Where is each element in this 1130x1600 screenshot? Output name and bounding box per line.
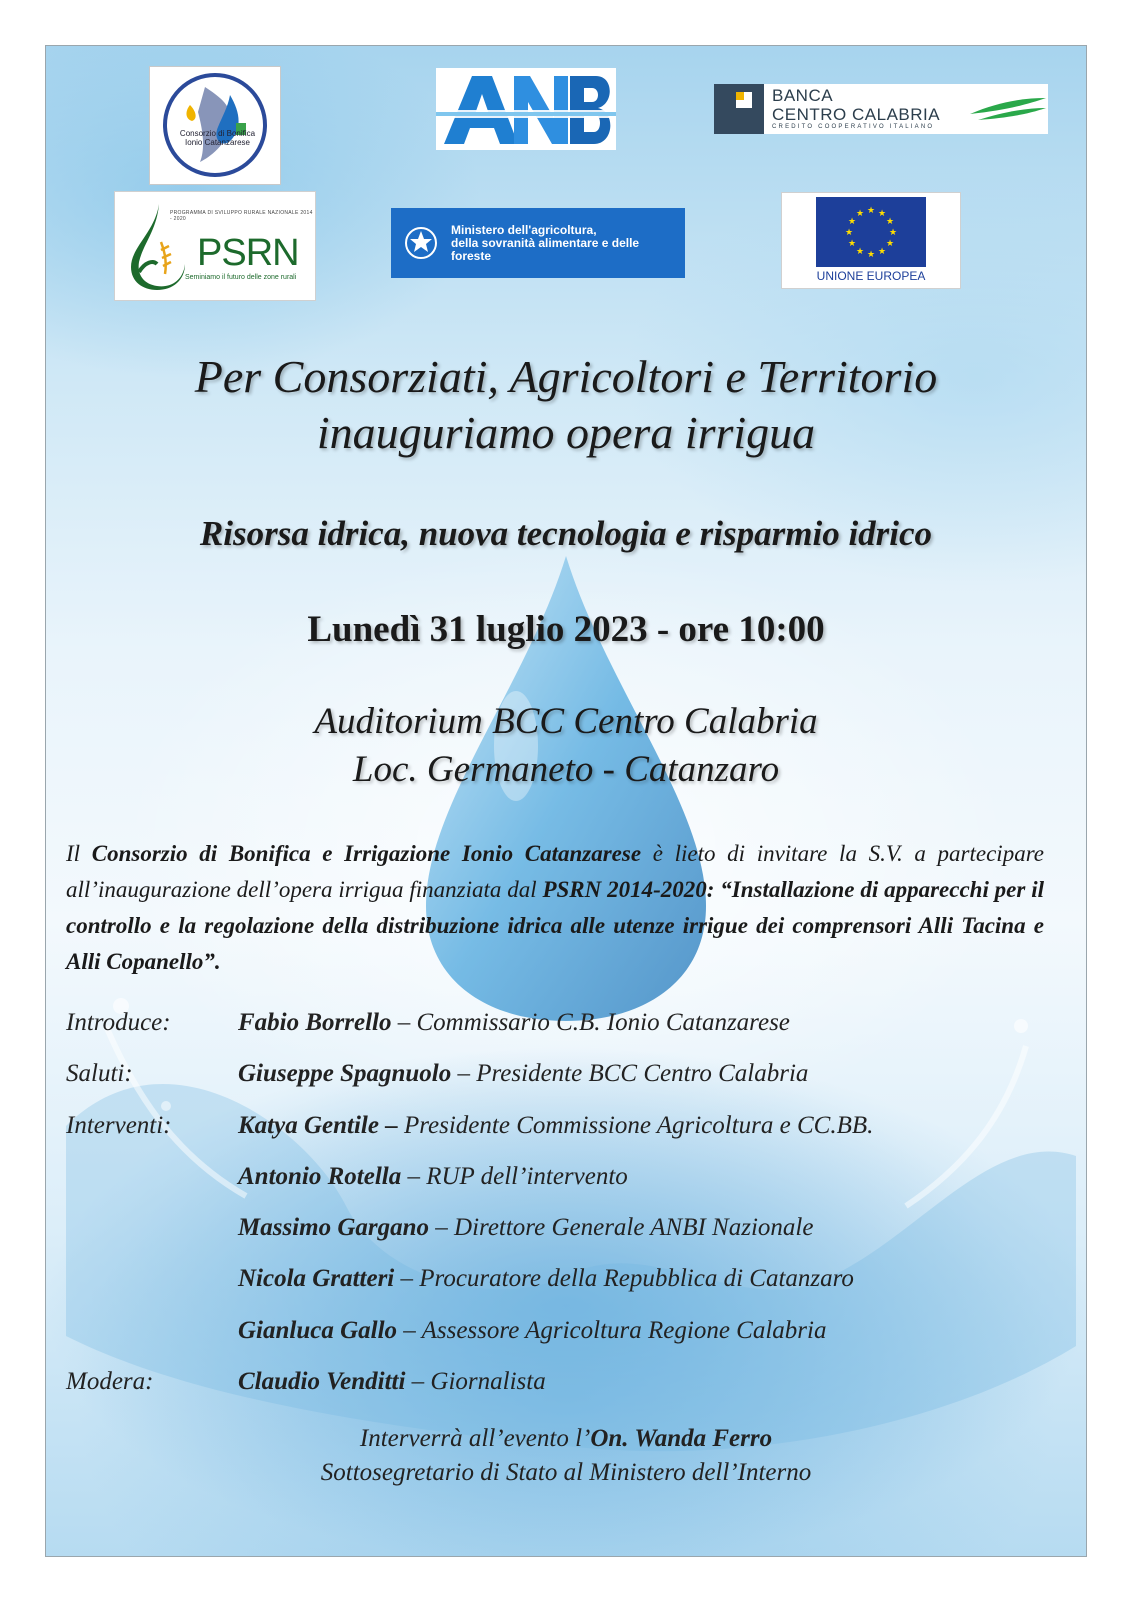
event-title <box>46 349 1086 461</box>
program-role: Interventi: <box>66 1111 172 1139</box>
consorzio-name-line2: Ionio Catanzarese <box>185 138 250 147</box>
speaker-separator: – <box>394 1265 420 1293</box>
anbi-logo <box>436 68 616 150</box>
program-person <box>238 1214 813 1242</box>
bcc-line1: BANCA <box>772 86 834 105</box>
intro-text-1: Il <box>66 841 92 866</box>
svg-text:★: ★ <box>847 239 857 249</box>
speaker-name: Massimo Gargano <box>238 1214 430 1242</box>
psrn-wordmark: PSRN <box>197 232 299 274</box>
bcc-line2: CENTRO CALABRIA <box>772 105 941 124</box>
program-role: Modera: <box>66 1368 154 1396</box>
eu-label: UNIONE EUROPEA <box>816 269 926 283</box>
speaker-name: Gianluca Gallo <box>238 1316 398 1344</box>
speaker-title: Presidente BCC Centro Calabria <box>476 1060 809 1088</box>
event-subtitle: Risorsa idrica, nuova tecnologia e risparmio idrico <box>199 514 933 553</box>
psrn-logo <box>114 191 316 301</box>
closing-guest-title: Sottosegretario di Stato al Ministero dell’Interno <box>320 1459 812 1486</box>
ministero-name <box>451 224 681 263</box>
svg-text:★: ★ <box>866 250 876 260</box>
ministero-line3: foreste <box>451 249 492 263</box>
bcc-logo <box>714 84 1048 134</box>
svg-text:★: ★ <box>877 247 887 257</box>
speaker-name: Katya Gentile – <box>238 1111 398 1139</box>
svg-text:★: ★ <box>885 239 895 249</box>
eu-flag-icon <box>816 197 926 267</box>
psrn-program-label: PROGRAMMA DI SVILUPPO RURALE NAZIONALE 2014 - 2020 <box>170 210 313 222</box>
program-person <box>238 1060 808 1088</box>
program-row <box>66 1368 1066 1419</box>
program-person <box>238 1112 873 1140</box>
poster <box>45 45 1087 1557</box>
program-person <box>238 1265 854 1293</box>
consorzio-logo <box>149 66 281 185</box>
consorzio-name-line1: Consorzio di Bonifica <box>179 129 256 138</box>
closing-note <box>46 1422 1086 1490</box>
venue-line1: Auditorium BCC Centro Calabria <box>314 701 818 742</box>
psrn-drop-icon <box>121 202 191 292</box>
speaker-name: Claudio Venditti <box>238 1368 406 1396</box>
speaker-title: Commissario C.B. Ionio Catanzarese <box>416 1009 790 1036</box>
svg-text:★: ★ <box>888 228 898 238</box>
event-venue <box>46 698 1086 794</box>
closing-intro: Interverrà all’evento l’ <box>359 1425 591 1452</box>
program-row <box>66 1265 1066 1316</box>
program-person <box>238 1317 826 1345</box>
svg-text:★: ★ <box>885 217 895 227</box>
intro-organization: Consorzio di Bonifica e Irrigazione Ionio Catanzarese <box>91 841 642 866</box>
speakers-program <box>66 1009 1066 1419</box>
psrn-tagline: Seminiamo il futuro delle zone rurali <box>185 274 297 281</box>
venue-line2: Loc. Germaneto - Catanzaro <box>352 749 780 790</box>
title-line1: Per Consorziati, Agricoltori e Territorio <box>194 351 938 402</box>
speaker-separator: – <box>451 1060 477 1088</box>
program-row <box>66 1214 1066 1265</box>
program-role: Introduce: <box>66 1009 171 1036</box>
speaker-separator: – <box>429 1214 455 1242</box>
svg-text:★: ★ <box>877 209 887 219</box>
consorzio-name <box>170 129 265 147</box>
bcc-swoosh-icon <box>968 92 1048 122</box>
speaker-name: Fabio Borrello <box>238 1009 392 1036</box>
speaker-separator: – <box>391 1009 417 1036</box>
speaker-title: Procuratore della Repubblica di Catanzaro <box>419 1265 854 1293</box>
consorzio-emblem-icon <box>150 67 280 184</box>
program-row <box>66 1317 1066 1368</box>
title-line2: inauguriamo opera irrigua <box>316 407 816 458</box>
bcc-square-icon <box>714 84 764 134</box>
svg-text:★: ★ <box>847 217 857 227</box>
ministero-line2: della sovranità alimentare e delle <box>451 236 640 250</box>
svg-text:★: ★ <box>844 228 854 238</box>
program-person <box>238 1009 790 1037</box>
speaker-name: Nicola Gratteri <box>238 1265 395 1293</box>
speaker-title: RUP dell’intervento <box>426 1162 628 1190</box>
speaker-title: Assessore Agricoltura Regione Calabria <box>421 1316 827 1344</box>
speaker-name: Giuseppe Spagnuolo <box>238 1060 452 1088</box>
speaker-separator: – <box>405 1368 431 1396</box>
event-date: Lunedì 31 luglio 2023 - ore 10:00 <box>307 609 825 650</box>
program-role: Saluti: <box>66 1060 133 1088</box>
svg-text:★: ★ <box>855 209 865 219</box>
speaker-title: Giornalista <box>430 1368 546 1396</box>
program-row <box>66 1060 1066 1111</box>
program-person <box>238 1368 546 1396</box>
svg-text:★: ★ <box>855 247 865 257</box>
program-person <box>238 1163 628 1191</box>
svg-text:★: ★ <box>866 206 876 216</box>
speaker-name: Antonio Rotella <box>238 1162 402 1190</box>
speaker-separator: – <box>401 1162 427 1190</box>
ministero-logo <box>391 208 685 278</box>
program-row <box>66 1163 1066 1214</box>
bcc-line3: CREDITO COOPERATIVO ITALIANO <box>772 124 935 130</box>
speaker-separator: – <box>397 1316 422 1344</box>
program-row <box>66 1009 1066 1060</box>
intro-funding: PSRN 2014-2020: <box>542 877 715 902</box>
anbi-logo-icon <box>436 68 616 150</box>
ministero-line1: Ministero dell'agricoltura, <box>451 223 597 237</box>
italian-emblem-icon <box>403 225 439 261</box>
speaker-title: Direttore Generale ANBI Nazionale <box>454 1214 814 1242</box>
speaker-title: Presidente Commissione Agricoltura e CC.BB. <box>403 1111 874 1139</box>
eu-logo <box>781 192 961 289</box>
program-row <box>66 1112 1066 1163</box>
closing-guest-name: On. Wanda Ferro <box>590 1425 773 1452</box>
intro-project-title: “Installazione di apparecchi per il controllo e la regolazione della distribuzione idrica alle utenze irrigue dei comprensori Alli Tacina e Alli Copanello”. <box>66 877 1044 974</box>
intro-text-2: è lieto di invitare la S.V. a partecipare all’inaugurazione dell’opera irrigua finanziata dal <box>66 841 1044 902</box>
invitation-paragraph <box>66 836 1044 980</box>
